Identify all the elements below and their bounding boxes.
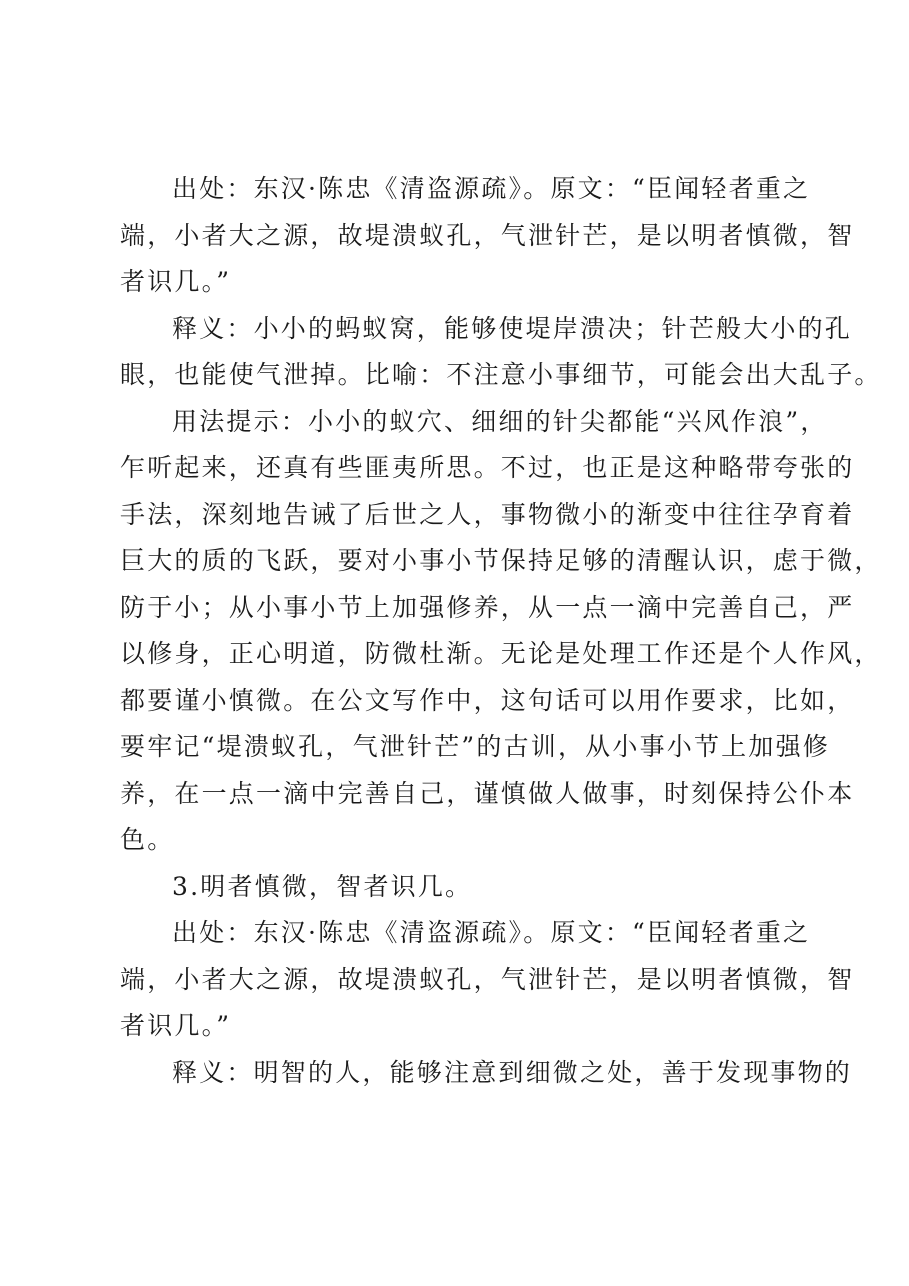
section-heading-3 [120,864,820,911]
text-line: 要牢记“堤溃蚁孔，气泄针芒”的古训，从小事小节上加强修 [120,732,830,761]
text-line: 出处：东汉·陈忠《清盗源疏》。原文：“臣闻轻者重之 [172,174,811,203]
text-line: 防于小；从小事小节上加强修养，从一点一滴中完善自己，严 [120,592,855,622]
text-line: 眼，也能使气泄掉。比喻：不注意小事细节，可能会出大乱子。 [120,360,882,389]
paragraph-usage-1 [120,399,882,864]
text-line: 释义：小小的蚂蚁窝，能够使堤岸溃决；针芒般大小的孔 [172,313,853,343]
text-line: 出处：东汉·陈忠《清盗源疏》。原文：“臣闻轻者重之 [172,918,811,947]
text-line: 以修身，正心明道，防微杜渐。无论是处理工作还是个人作风， [120,639,882,668]
document-body [120,166,882,1096]
text-line: 端，小者大之源，故堤溃蚁孔，气泄针芒，是以明者慎微，智 [120,964,855,994]
text-line: 手法，深刻地告诫了后世之人，事物微小的渐变中往往孕育着 [120,499,855,529]
paragraph-source-1 [120,166,855,306]
paragraph-meaning-3 [120,1050,853,1097]
paragraph-meaning-1 [120,306,882,399]
text-line: 用法提示：小小的蚁穴、细细的针尖都能“兴风作浪”， [172,406,828,436]
text-line: 乍听起来，还真有些匪夷所思。不过，也正是这种略带夸张的 [120,453,855,482]
text-line: 者识几。” [120,267,232,296]
paragraph-source-3 [120,910,855,1050]
section-heading: 3.明者慎微，智者识几。 [172,871,473,901]
text-line: 端，小者大之源，故堤溃蚁孔，气泄针芒，是以明者慎微，智 [120,220,855,250]
text-line: 都要谨小慎微。在公文写作中，这句话可以用作要求，比如， [120,685,855,715]
text-line: 养，在一点一滴中完善自己，谨慎做人做事，时刻保持公仆本 [120,778,855,808]
text-line: 巨大的质的飞跃，要对小事小节保持足够的清醒认识，虑于微， [120,546,882,575]
text-line: 色。 [120,825,175,854]
text-line: 释义：明智的人，能够注意到细微之处，善于发现事物的 [172,1057,853,1087]
text-line: 者识几。” [120,1011,232,1040]
